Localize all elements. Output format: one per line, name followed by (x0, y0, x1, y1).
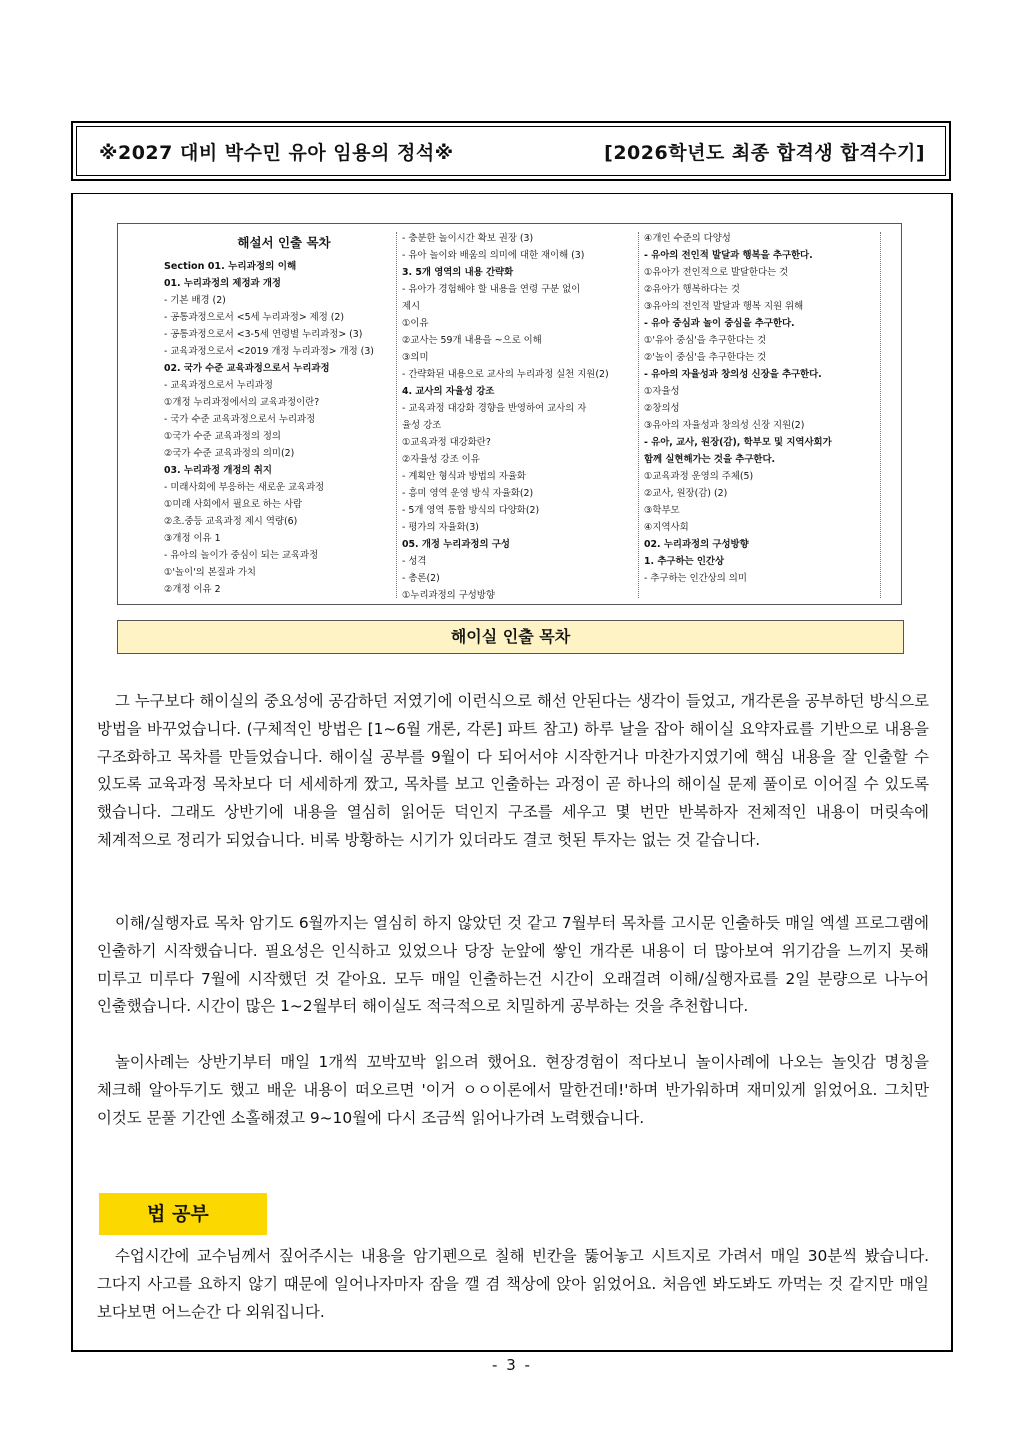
paragraph-2: 이해/실행자료 목차 암기도 6월까지는 열심히 하지 않았던 것 같고 7월부터 목차를 고시문 인출하듯 매일 엑셀 프로그램에 인출하기 시작했습니다. 필요성은 인식하고 있었으나 당장 눈앞에 쌓인 개각론 내용이 더 많아보여 위기감을 느끼지 못해 미루고 미루다 7월에 시작했던 것 같아요. 모두 매일 인출하는건 시간이 오래걸려 이해/실행자료를 2일 분량으로 나누어 인출했습니다. 시간이 많은 1~2월부터 해이실도 적극적으로 치밀하게 공부하는 것을 추천합니다. (97, 914, 929, 1016)
toc-line: ①자율성 (644, 386, 680, 397)
toc-line: - 충분한 놀이시간 확보 권장 (3) (402, 233, 534, 244)
toc-line: - 5개 영역 통합 방식의 다양화(2) (402, 505, 540, 516)
toc-line: ①교육과정 대강화란? (402, 437, 491, 448)
toc-line: ④지역사회 (644, 522, 689, 533)
toc-line: - 유아의 자율성과 창의성 신장을 추구한다. (644, 369, 822, 380)
toc-line: 05. 개정 누리과정의 구성 (402, 539, 510, 550)
section-heading-law-study: 법 공부 (99, 1193, 267, 1235)
toc-line: - 추구하는 인간상의 의미 (644, 573, 747, 584)
toc-column-3-list (644, 230, 884, 587)
toc-divider-3 (880, 232, 881, 598)
toc-line: ①교육과정 운영의 주체(5) (644, 471, 754, 482)
toc-line: ①누리과정의 구성방향 (402, 590, 495, 601)
toc-column-2-list (402, 230, 640, 604)
toc-line: 제시 (402, 301, 421, 312)
toc-column-2 (402, 230, 640, 604)
toc-line: - 교육과정 대강화 경향을 반영하여 교사의 자 (402, 403, 587, 414)
toc-line: - 유아, 교사, 원장(감), 학부모 및 지역사회가 (644, 437, 832, 448)
toc-line: - 계획안 형식과 방법의 자율화 (402, 471, 526, 482)
toc-line: - 유아가 경험해야 할 내용을 연령 구분 없이 (402, 284, 581, 295)
paragraph-1: 그 누구보다 해이실의 중요성에 공감하던 저였기에 이런식으로 해선 안된다는 생각이 들었고, 개각론을 공부하던 방식으로 방법을 바꾸었습니다. (구체적인 방법은 [1~6월 개론, 각론] 파트 참고) 하루 날을 잡아 해이실 요약자료를 기반으로 내용을 구조화하고 목차를 만들었습니다. 해이실 공부를 9월이 다 되어서야 시작한거나 마찬가지였기에 핵심 내용을 잘 인출할 수 있도록 교육과정 목차보다 더 세세하게 짰고, 목차를 보고 인출하는 과정이 곧 하나의 해이실 문제 풀이로 이어질 수 있도록 했습니다. 그래도 상반기에 내용을 열심히 읽어둔 덕인지 구조를 세우고 몇 번만 반복하자 전체적인 내용이 머릿속에 체계적으로 정리가 되었습니다. 비록 방황하는 시기가 있더라도 결코 헛된 투자는 없는 것 같습니다. (97, 692, 929, 849)
toc-divider-1 (396, 232, 397, 598)
toc-line: ①개정 누리과정에서의 교육과정이란? (164, 397, 320, 408)
toc-line: ①'놀이'의 본질과 가치 (164, 567, 256, 578)
toc-line: - 성격 (402, 556, 427, 567)
toc-line: - 총론(2) (402, 573, 440, 584)
toc-line: 03. 누리과정 개정의 취지 (164, 465, 272, 476)
toc-line: ①유아가 전인적으로 발달한다는 것 (644, 267, 789, 278)
toc-screenshot-image (117, 223, 902, 605)
toc-line: - 간략화된 내용으로 교사의 누리과정 실천 지원(2) (402, 369, 609, 380)
toc-caption: 해이실 인출 목차 (117, 620, 904, 654)
header-title-left: ※2027 대비 박수민 유아 임용의 정석※ (99, 141, 454, 164)
toc-line: ②'놀이 중심'을 추구한다는 것 (644, 352, 767, 363)
toc-column-1-list (164, 258, 404, 598)
toc-line: - 흥미 영역 운영 방식 자율화(2) (402, 488, 534, 499)
toc-line: ④개인 수준의 다양성 (644, 233, 731, 244)
toc-line: ②창의성 (644, 403, 680, 414)
toc-line: ②초.중등 교육과정 제시 역량(6) (164, 516, 298, 527)
toc-line: 02. 누리과정의 구성방향 (644, 539, 749, 550)
toc-line: - 유아의 놀이가 중심이 되는 교육과정 (164, 550, 319, 561)
toc-line: - 기본 배경 (2) (164, 295, 226, 306)
toc-line: ①이유 (402, 318, 429, 329)
toc-line: - 유아 놀이와 배움의 의미에 대한 재이해 (3) (402, 250, 585, 261)
toc-line: 함께 실현해가는 것을 추구한다. (644, 454, 776, 465)
toc-line: ①미래 사회에서 필요로 하는 사람 (164, 499, 303, 510)
toc-line: ②자율성 강조 이유 (402, 454, 480, 465)
toc-line: 3. 5개 영역의 내용 간략화 (402, 267, 514, 278)
toc-line: ②교사는 59개 내용을 ~으로 이해 (402, 335, 542, 346)
page-number: - 3 - (492, 1356, 532, 1374)
document-header-inner (76, 126, 946, 176)
toc-column-1 (164, 230, 404, 598)
toc-line: 4. 교사의 자율성 강조 (402, 386, 495, 397)
toc-line: ③유아의 자율성과 창의성 신장 지원(2) (644, 420, 805, 431)
toc-line: ②국가 수준 교육과정의 의미(2) (164, 448, 295, 459)
toc-line: ②유아가 행복하다는 것 (644, 284, 740, 295)
toc-line: 율성 강조 (402, 420, 442, 431)
toc-line: - 공통과정으로서 <5세 누리과정> 제정 (2) (164, 312, 345, 323)
toc-line: ①국가 수준 교육과정의 정의 (164, 431, 281, 442)
header-title-right: [2026학년도 최종 합격생 합격수기] (604, 141, 925, 164)
toc-line: - 유아 중심과 놀이 중심을 추구한다. (644, 318, 795, 329)
paragraph-3: 놀이사례는 상반기부터 매일 1개씩 꼬박꼬박 읽으려 했어요. 현장경험이 적다보니 놀이사례에 나오는 놀잇감 명칭을 체크해 알아두기도 했고 배운 내용이 떠오르면 '이거 ㅇㅇ이론에서 말한건데!'하며 반가워하며 재미있게 읽었어요. 그치만 이것도 문풀 기간엔 소홀해졌고 9~10월에 다시 조금씩 읽어나가려 노력했습니다. (97, 1053, 929, 1127)
toc-column-3 (644, 230, 884, 587)
toc-line: - 미래사회에 부응하는 새로운 교육과정 (164, 482, 325, 493)
toc-line: ③개정 이유 1 (164, 533, 221, 544)
document-header-box (71, 121, 951, 181)
toc-line: 1. 추구하는 인간상 (644, 556, 725, 567)
toc-line: - 유아의 전인적 발달과 행복을 추구한다. (644, 250, 813, 261)
toc-line: Section 01. 누리과정의 이해 (164, 261, 297, 272)
toc-line: ③학부모 (644, 505, 680, 516)
toc-divider-2 (638, 232, 639, 598)
toc-line: - 평가의 자율화(3) (402, 522, 479, 533)
toc-line: ②교사, 원장(감) (2) (644, 488, 728, 499)
toc-line: ③유아의 전인적 발달과 행복 지원 위해 (644, 301, 804, 312)
toc-image-title: 해설서 인출 목차 (237, 235, 331, 250)
toc-line: - 교육과정으로서 <2019 개정 누리과정> 개정 (3) (164, 346, 374, 357)
toc-line: 01. 누리과정의 제정과 개정 (164, 278, 281, 289)
toc-line: - 공통과정으로서 <3-5세 연령별 누리과정> (3) (164, 329, 363, 340)
toc-line: ②개정 이유 2 (164, 584, 221, 595)
toc-line: - 국가 수준 교육과정으로서 누리과정 (164, 414, 316, 425)
toc-line: ①'유아 중심'을 추구한다는 것 (644, 335, 767, 346)
toc-line: 02. 국가 수준 교육과정으로서 누리과정 (164, 363, 330, 374)
toc-line: ③의미 (402, 352, 429, 363)
toc-line: - 교육과정으로서 누리과정 (164, 380, 273, 391)
paragraph-4: 수업시간에 교수님께서 짚어주시는 내용을 암기펜으로 칠해 빈칸을 뚫어놓고 시트지로 가려서 매일 30분씩 봤습니다. 그다지 사고를 요하지 않기 때문에 일어나자마자 잠을 깰 겸 책상에 앉아 읽었어요. 처음엔 봐도봐도 까먹는 것 같지만 매일 보다보면 어느순간 다 외워집니다. (97, 1247, 929, 1321)
